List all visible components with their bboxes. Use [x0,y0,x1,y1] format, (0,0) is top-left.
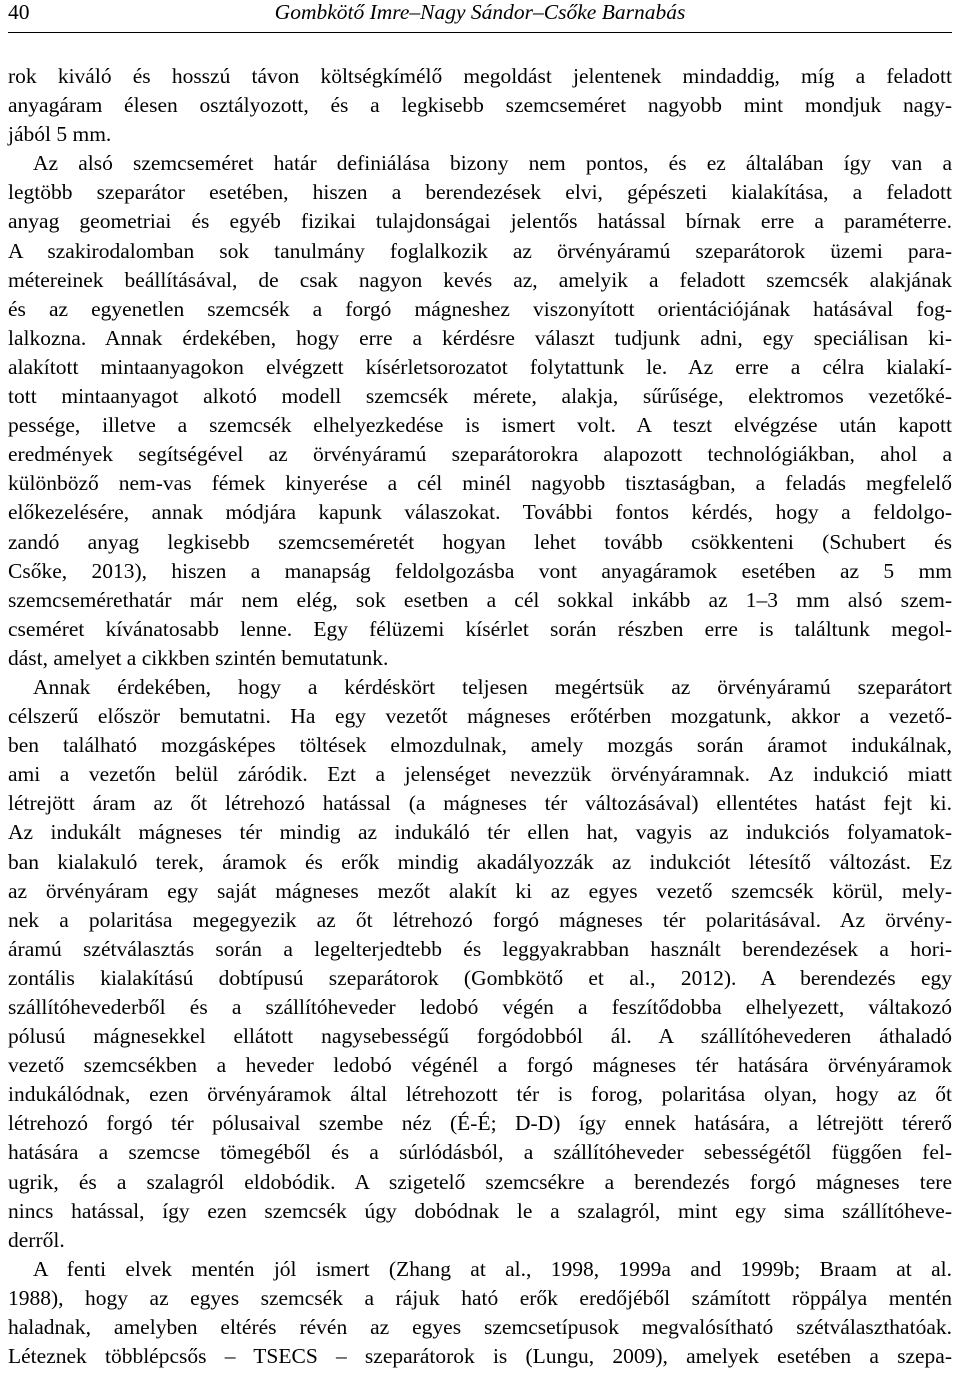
text-line: lalkozna. Annak érdekében, hogy erre a kérdésre választ tudjunk adni, egy speciálisan ki- [8,325,952,350]
text-line: Léteznek többlépcsős – TSECS – szeparátorok is (Lungu, 2009), amelyek esetében a szepa- [8,1344,952,1369]
text-line: előkezelésére, annak módjára kapunk válaszokat. További fontos kérdés, hogy a feldolgo- [8,500,952,525]
text-line: pessége, illetve a szemcsék elhelyezkedése is ismert volt. A teszt elvégzése után kapott [8,413,952,438]
text-line: Az alsó szemcseméret határ definiálása bizony nem pontos, és ez általában így van a [33,151,952,176]
text-line: Az indukált mágneses tér mindig az indukáló tér ellen hat, vagyis az indukciós folyamatok- [8,820,952,845]
text-line: az örvényáram egy saját mágneses mezőt alakít ki az egyes vezető szemcsék körül, mely- [8,878,952,903]
text-line: ben található mozgásképes töltések elmozdulnak, amely mozgás során áramot indukálnak, [8,733,952,758]
text-line: alakított mintaanyagokon elvégzett kísérletsorozatot folytattunk le. Az erre a célra kialakí- [8,354,952,379]
text-line: anyag geometriai és egyéb fizikai tulajdonságai jelentős hatással bírnak erre a paraméterre. [8,209,952,234]
text-line: különböző nem-vas fémek kinyerése a cél minél nagyobb tisztaságban, a feladás megfelelő [8,471,952,496]
text-line: létrejött áram az őt létrehozó hatással (a mágneses tér változásával) ellentétes hatást fejt ki. [8,791,952,816]
running-title: Gombkötő Imre–Nagy Sándor–Csőke Barnabás [274,0,686,24]
text-line: ugrik, és a szalagról eldobódik. A szigetelő szemcsékre a berendezés forgó mágneses tere [8,1169,952,1194]
text-line: ban kialakuló terek, áramok és erők mindig akadályozzák az indukciót létesítő változást. Ez [8,849,952,874]
text-line: Annak érdekében, hogy a kérdéskört teljesen megértsük az örvényáramú szeparátort [33,674,952,699]
text-line: vezető szemcsékben a heveder ledobó végénél a forgó mágneses tér hatására örvényáramok [8,1053,952,1078]
text-line: és az egyenetlen szemcsék a forgó mágneshez viszonyított orientációjának hatásával fog- [8,296,952,321]
text-line: rok kiváló és hosszú távon költségkímélő megoldást jelentenek mindaddig, míg a feladott [8,64,952,88]
text-line: létrehozó forgó tér pólusaival szembe néz (É-É; D-D) így ennek hatására, a létrejött térerő [8,1111,952,1136]
text-line: Csőke, 2013), hiszen a manapság feldolgozásba vont anyagáramok esetében az 5 mm [8,558,952,583]
text-line: áramú szétválasztás során a legelterjedtebb és leggyakrabban használt berendezések a hori- [8,936,952,961]
text-line: hatására a szemcse tömegéből és a súrlódásból, a szállítóheveder sebességétől függően fel- [8,1140,952,1165]
text-line: A szakirodalomban sok tanulmány foglalkozik az örvényáramú szeparátorok üzemi para- [8,238,952,263]
text-line: zandó anyag legkisebb szemcseméretét hogyan lehet tovább csökkenteni (Schubert és [8,529,952,554]
text-line: jából 5 mm. [8,122,112,147]
text-line: 1988), hogy az egyes szemcsék a rájuk ható erők eredőjéből számított röppálya mentén [8,1285,952,1310]
text-line: métereinek beállításával, de csak nagyon kevés az, amelyik a feladott szemcsék alakjának [8,267,952,292]
text-line: derről. [8,1227,65,1252]
text-line: legtöbb szeparátor esetében, hiszen a berendezések elvi, gépészeti kialakítása, a feladott [8,180,952,205]
text-line: cseméret kívánatosabb lenne. Egy félüzemi kísérlet során részben erre is találtunk megol- [8,616,952,641]
text-line: nek a polaritása megegyezik az őt létrehozó forgó mágneses tér polaritásával. Az örvény- [8,907,952,932]
text-line: indukálódnak, ezen örvényáramok által létrehozott tér is forog, polaritása olyan, hogy az őt [8,1082,952,1107]
text-line: dást, amelyet a cikkben szintén bemutatunk. [8,645,389,670]
body-text [8,62,952,1371]
text-line: szemcsemérethatár már nem elég, sok esetben a cél sokkal inkább az 1–3 mm alsó szem- [8,587,952,612]
text-line: pólusú mágnesekkel ellátott nagysebességű forgódobból ál. A szállítóhevederen áthaladó [8,1024,952,1049]
text-line: anyagáram élesen osztályozott, és a legkisebb szemcseméret nagyobb mint mondjuk nagy- [8,93,952,118]
text-line: szállítóhevederből és a szállítóheveder ledobó végén a feszítődobba elhelyezett, váltakozó [8,995,952,1019]
header-divider [8,32,952,33]
page-header [8,0,952,30]
text-line: célszerű először bemutatni. Ha egy vezetőt mágneses erőtérben mozgatunk, akkor a vezető- [8,704,952,729]
text-line: nincs hatással, így ezen szemcsék úgy dobódnak le a szalagról, mint egy sima szállítóheve- [8,1198,952,1223]
text-line: tott mintaanyagot alkotó modell szemcsék mérete, alakja, sűrűsége, elektromos vezetőké- [8,384,952,409]
text-line: A fenti elvek mentén jól ismert (Zhang at al., 1998, 1999a and 1999b; Braam at al. [33,1256,952,1281]
text-line: eredmények segítségével az örvényáramú szeparátorokra alapozott technológiákban, ahol a [8,442,952,467]
page-number: 40 [8,0,30,24]
text-line: zontális kialakítású dobtípusú szeparátorok (Gombkötő et al., 2012). A berendezés egy [8,965,952,990]
text-line: ami a vezetőn belül záródik. Ezt a jelenséget nevezzük örvényáramnak. Az indukció miatt [8,762,952,787]
text-line: haladnak, amelyben eltérés révén az egyes szemcsetípusok megvalósítható szétválaszthatóak. [8,1315,952,1340]
